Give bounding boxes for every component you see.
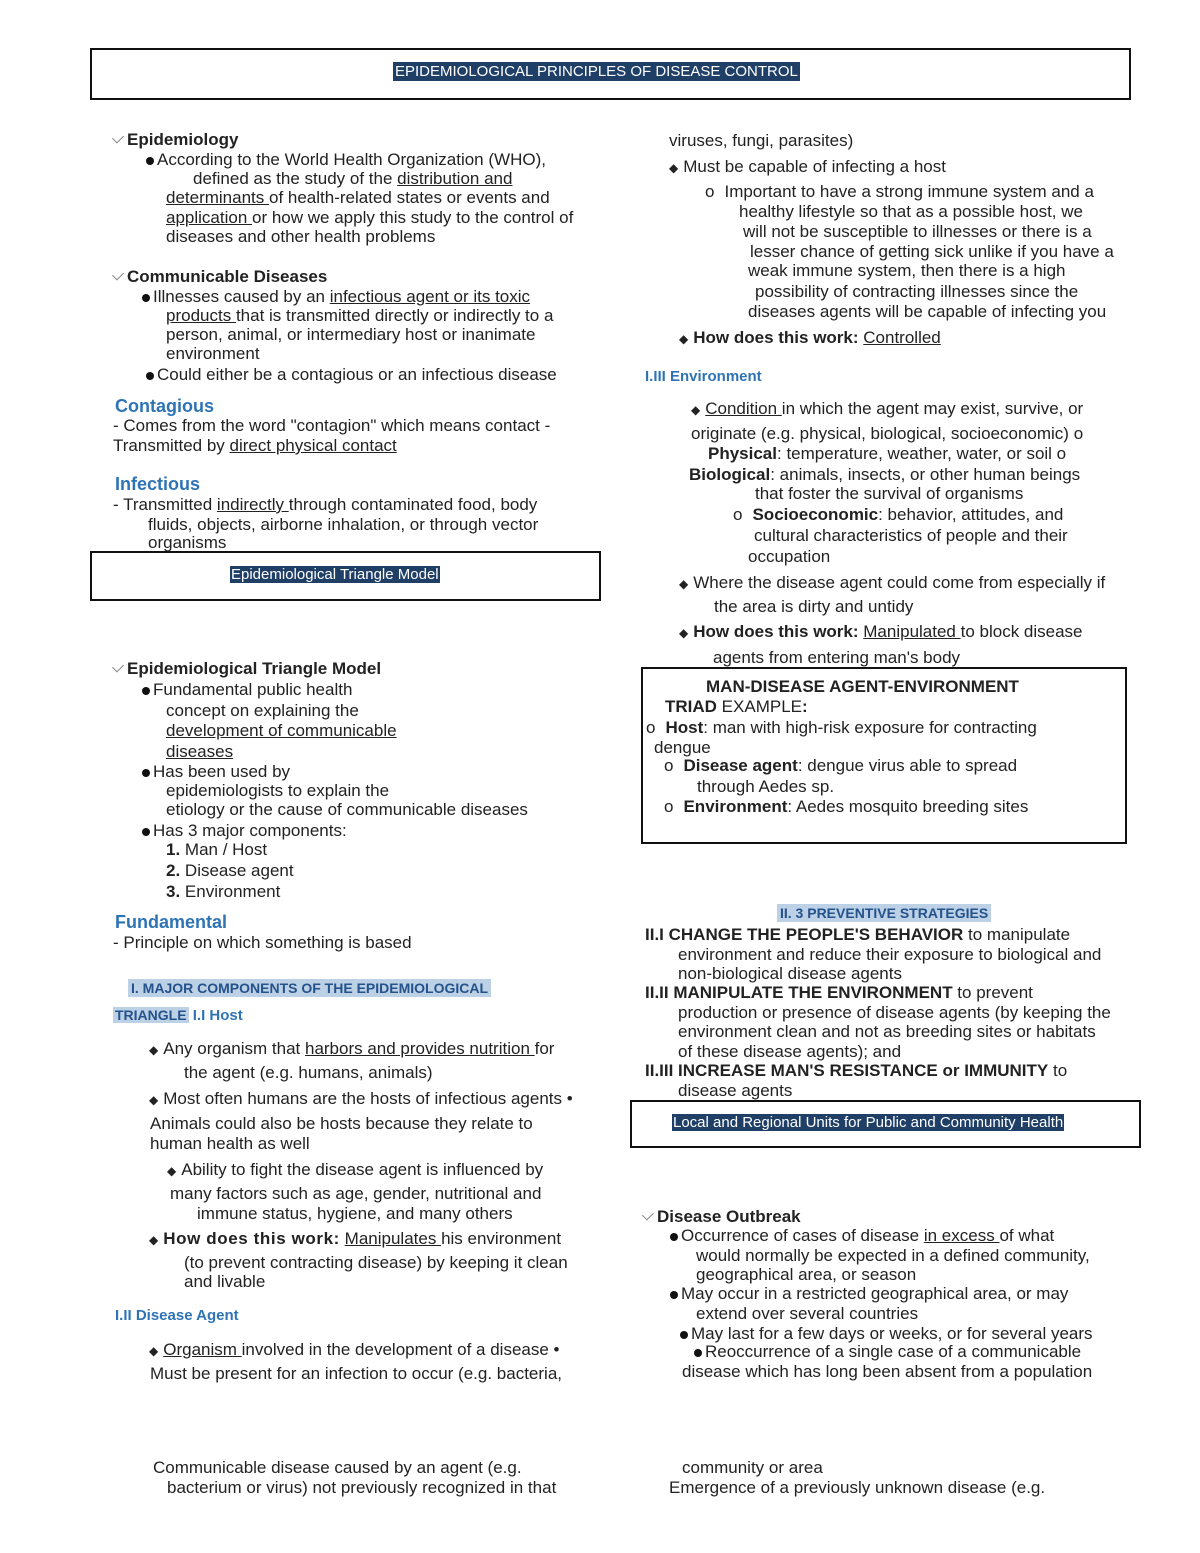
text-line: environment clean and not as breeding sites or habitats — [678, 1022, 1096, 1041]
text-line: o Socioeconomic: behavior, attitudes, and — [733, 505, 1064, 524]
text-line: II.I CHANGE THE PEOPLE'S BEHAVIOR to manipulate — [645, 925, 1071, 944]
text-line: epidemiologists to explain the — [166, 781, 390, 800]
bullet-icon — [142, 687, 150, 695]
text-line: originate (e.g. physical, biological, socioeconomic) o — [691, 424, 1084, 443]
text-line: through Aedes sp. — [697, 777, 835, 796]
text-line: possibility of contracting illnesses since the — [755, 282, 1079, 301]
text-line: Must be present for an infection to occur (e.g. bacteria, — [150, 1364, 562, 1383]
text-line: - Principle on which something is based — [113, 933, 412, 952]
text-line: (to prevent contracting disease) by keeping it clean — [184, 1253, 568, 1272]
bullet-icon — [146, 372, 154, 380]
text-line: geographical area, or season — [696, 1265, 917, 1284]
text-line: ◆ Organism involved in the development of a disease • — [149, 1340, 560, 1359]
component-1: 1. Man / Host — [166, 840, 268, 859]
component-3: 3. Environment — [166, 882, 281, 901]
bullet-icon — [670, 1233, 678, 1241]
triangle-heading: Epidemiological Triangle Model — [113, 659, 381, 679]
text-line: determinants of health-related states or events and — [166, 188, 550, 207]
text-line: diseases agents will be capable of infecting you — [748, 302, 1107, 321]
epidemiology-def: According to the World Health Organization (WHO), — [146, 150, 546, 170]
text-line: Could either be a contagious or an infectious disease — [146, 365, 557, 385]
text-line: Communicable disease caused by an agent (e.g. — [153, 1458, 522, 1477]
text-line: ◆ Condition in which the agent may exist, survive, or — [691, 399, 1084, 418]
text-line: Animals could also be hosts because they relate to — [150, 1114, 533, 1133]
text-line: Has been used by — [142, 762, 290, 782]
text-line: products that is transmitted directly or indirectly to a — [166, 306, 554, 325]
text-line: ◆ How does this work: Manipulates his environment — [149, 1229, 562, 1248]
text-line: dengue — [654, 738, 711, 757]
text-line: defined as the study of the distribution and — [193, 169, 513, 188]
page-title-text: EPIDEMIOLOGICAL PRINCIPLES OF DISEASE CONTROL — [395, 63, 798, 80]
bullet-icon — [670, 1291, 678, 1299]
contagious-heading: Contagious — [115, 396, 214, 416]
text-line: viruses, fungi, parasites) — [669, 131, 854, 150]
triangle-box-label: Epidemiological Triangle Model — [231, 566, 439, 583]
major-heading-2: TRIANGLE I.I Host — [115, 1007, 243, 1024]
bullet-icon — [142, 828, 150, 836]
text-line: Transmitted by direct physical contact — [113, 436, 397, 455]
text-line: fluids, objects, airborne inhalation, or through vector — [148, 515, 539, 534]
check-icon — [112, 132, 124, 144]
text-line: disease which has long been absent from a population — [682, 1362, 1093, 1381]
component-2: 2. Disease agent — [166, 861, 294, 880]
text-line: May occur in a restricted geographical area, or may — [670, 1284, 1068, 1304]
check-icon — [112, 269, 124, 281]
outbreak-heading: Disease Outbreak — [643, 1207, 801, 1227]
text-line: disease agents — [678, 1081, 793, 1100]
text-line: non-biological disease agents — [678, 964, 902, 983]
text-line: Physical: temperature, weather, water, or soil o — [708, 444, 1067, 463]
text-line: cultural characteristics of people and their — [754, 526, 1068, 545]
bullet-icon — [146, 157, 154, 165]
text-line: that foster the survival of organisms — [755, 484, 1024, 503]
local-units-label: Local and Regional Units for Public and Community Health — [673, 1114, 1064, 1131]
text-line: Biological: animals, insects, or other human beings — [689, 465, 1081, 484]
text-line: o Host: man with high-risk exposure for contracting — [646, 718, 1037, 737]
text-line: human health as well — [150, 1134, 310, 1153]
text-line: Has 3 major components: — [142, 821, 347, 841]
text-line: o Environment: Aedes mosquito breeding sites — [664, 797, 1029, 816]
text-line: person, animal, or intermediary host or inanimate — [166, 325, 536, 344]
text-line: etiology or the cause of communicable diseases — [166, 800, 528, 819]
text-line: weak immune system, then there is a high — [748, 261, 1066, 280]
text-line: Illnesses caused by an infectious agent or its toxic — [142, 287, 530, 307]
text-line: ◆ Ability to fight the disease agent is influenced by — [167, 1160, 544, 1179]
communicable-heading: Communicable Diseases — [113, 267, 327, 287]
triad-heading: MAN-DISEASE AGENT-ENVIRONMENT — [706, 677, 1019, 696]
text-line: occupation — [748, 547, 831, 566]
text-line: diseases — [166, 742, 234, 761]
text-line: Reoccurrence of a single case of a communicable — [694, 1342, 1081, 1362]
text-line: diseases and other health problems — [166, 227, 436, 246]
check-icon — [642, 1209, 654, 1221]
text-line: ◆ How does this work: Manipulated to block disease — [679, 622, 1083, 641]
text-line: application or how we apply this study to the control of — [166, 208, 574, 227]
text-line: and livable — [184, 1272, 266, 1291]
text-line: the area is dirty and untidy — [714, 597, 914, 616]
text-line: ◆ Any organism that harbors and provides nutrition for — [149, 1039, 555, 1058]
text-line: ◆ Where the disease agent could come from especially if — [679, 573, 1106, 592]
text-line: healthy lifestyle so that as a possible host, we — [739, 202, 1083, 221]
bullet-icon — [142, 294, 150, 302]
text-line: community or area — [682, 1458, 823, 1477]
text-line: II.III INCREASE MAN'S RESISTANCE or IMMUNITY to — [645, 1061, 1068, 1080]
text-line: II.II MANIPULATE THE ENVIRONMENT to prevent — [645, 983, 1033, 1002]
text-line: organisms — [148, 533, 227, 552]
text-line: - Comes from the word "contagion" which means contact - — [113, 416, 551, 435]
text-line: environment — [166, 344, 260, 363]
text-line: extend over several countries — [696, 1304, 919, 1323]
text-line: will not be susceptible to illnesses or there is a — [743, 222, 1092, 241]
text-line: concept on explaining the — [166, 701, 359, 720]
text-line: ◆ Must be capable of infecting a host — [669, 157, 946, 176]
text-line: Occurrence of cases of disease in excess of what — [670, 1226, 1054, 1246]
major-heading: I. MAJOR COMPONENTS OF THE EPIDEMIOLOGICAL — [128, 978, 491, 998]
text-line: production or presence of disease agents (by keeping the — [678, 1003, 1111, 1022]
preventive-heading: II. 3 PREVENTIVE STRATEGIES — [777, 903, 991, 923]
bullet-icon — [694, 1349, 702, 1357]
fundamental-heading: Fundamental — [115, 912, 228, 932]
bullet-icon — [680, 1331, 688, 1339]
environment-heading: I.III Environment — [645, 368, 762, 385]
text-line: environment and reduce their exposure to biological and — [678, 945, 1102, 964]
agent-heading: I.II Disease Agent — [115, 1307, 239, 1324]
text-line: May last for a few days or weeks, or for several years — [680, 1324, 1093, 1344]
text-line: lesser chance of getting sick unlike if you have a — [750, 242, 1114, 261]
epidemiology-heading: Epidemiology — [113, 130, 238, 150]
check-icon — [112, 661, 124, 673]
text-line: o Disease agent: dengue virus able to spread — [664, 756, 1018, 775]
text-line: many factors such as age, gender, nutritional and — [170, 1184, 542, 1203]
text-line: ◆ How does this work: Controlled — [679, 328, 941, 347]
infectious-heading: Infectious — [115, 474, 201, 494]
triad-heading-2: TRIAD EXAMPLE: — [665, 697, 808, 716]
page-title — [393, 62, 800, 82]
text-line: agents from entering man's body — [713, 648, 961, 667]
text-line: Fundamental public health — [142, 680, 352, 700]
bullet-icon — [142, 769, 150, 777]
text-line: bacterium or virus) not previously recognized in that — [167, 1478, 557, 1497]
text-line: of these disease agents); and — [678, 1042, 902, 1061]
text-line: o Important to have a strong immune system and a — [705, 182, 1094, 201]
text-line: Emergence of a previously unknown disease (e.g. — [669, 1478, 1046, 1497]
text-line: ◆ Most often humans are the hosts of infectious agents • — [149, 1089, 573, 1108]
text-line: development of communicable — [166, 721, 397, 740]
text-line: would normally be expected in a defined community, — [696, 1246, 1090, 1265]
text-line: immune status, hygiene, and many others — [197, 1204, 513, 1223]
text-line: the agent (e.g. humans, animals) — [184, 1063, 433, 1082]
text-line: - Transmitted indirectly through contaminated food, body — [113, 495, 538, 514]
